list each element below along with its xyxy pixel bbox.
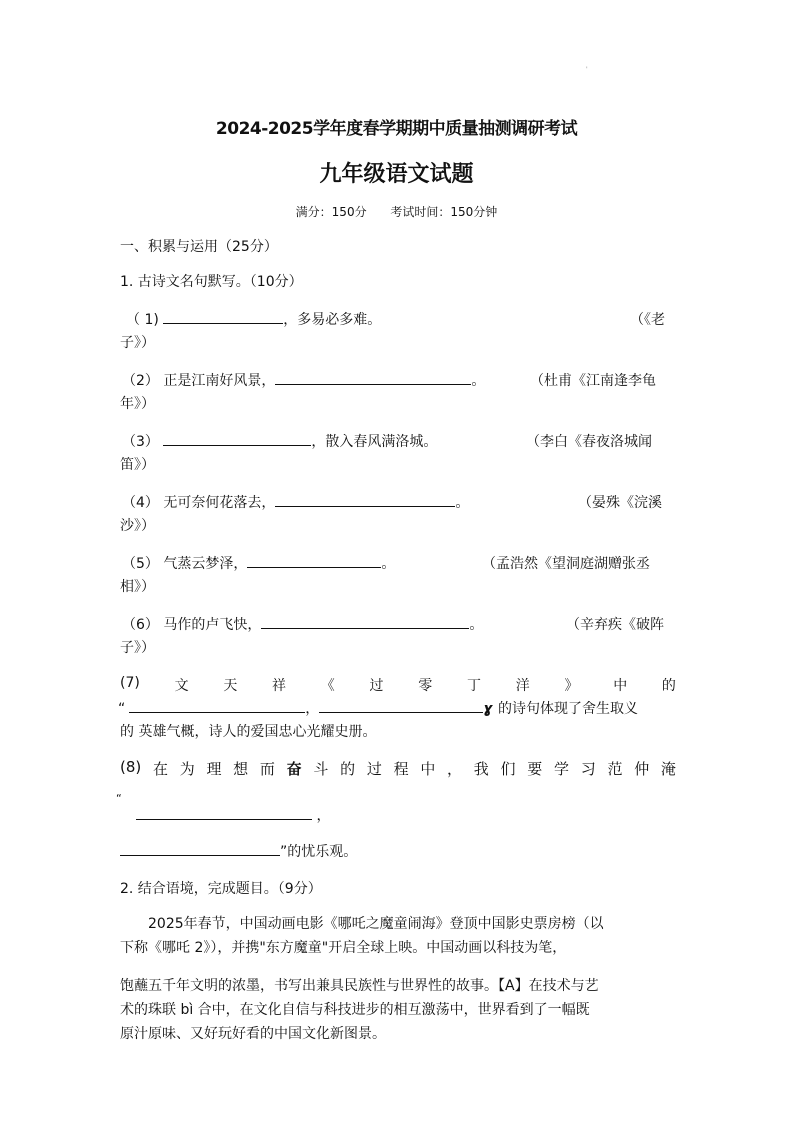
passage-line: 下称《哪吒 2》），并携"东方魔童"开启全球上映。中国动画以科技为笔，	[120, 940, 567, 956]
item-char: 丁	[466, 678, 481, 694]
answer-blank[interactable]	[163, 431, 311, 446]
item-number: (8)	[120, 758, 142, 776]
item-source: （晏殊《浣溪	[578, 495, 662, 511]
q1-item-2	[122, 370, 485, 390]
open-quote: “	[118, 701, 126, 717]
answer-blank[interactable]	[129, 698, 305, 713]
item-char: 范	[607, 760, 623, 778]
item-char: 的	[340, 760, 356, 778]
q1-item-8-line-3	[120, 841, 357, 861]
item-char: 仲	[634, 760, 650, 778]
item-number: （5）	[122, 556, 159, 572]
corner-mark: '	[586, 66, 588, 73]
item-number: （3）	[122, 434, 159, 450]
item-char: ，	[447, 760, 463, 778]
item-char: 习	[580, 760, 596, 778]
item-number: （4）	[122, 495, 159, 511]
item-char: 天	[223, 678, 238, 694]
question-1-stem: 1. 古诗文名句默写。（10分）	[120, 274, 303, 290]
q1-item-8-line-1	[120, 758, 676, 779]
item-char: 为	[179, 760, 195, 778]
q1-item-6	[122, 614, 483, 634]
item-number: （2）	[122, 373, 159, 389]
item-char: 斗	[313, 760, 329, 778]
passage-line: 2025年春节，中国动画电影《哪吒之魔童闹海》登顶中国影史票房榜（以	[148, 916, 604, 932]
item-char: 想	[233, 760, 249, 778]
q1-item-4	[122, 492, 469, 512]
q1-item-3	[122, 431, 437, 451]
item-char: 洋	[515, 678, 530, 694]
item-char: 零	[418, 678, 433, 694]
q1-item-1	[126, 309, 381, 329]
item-char: 我	[473, 760, 489, 778]
item-char: 而	[259, 760, 275, 778]
item-number: （6）	[122, 617, 159, 633]
comma: ，	[305, 701, 320, 717]
exam-title: 2024-2025学年度春学期期中质量抽测调研考试	[215, 119, 578, 139]
item-number: (7)	[120, 675, 140, 691]
item-source-cont: 子》）	[120, 335, 155, 351]
item-char: 要	[527, 760, 543, 778]
item-source-cont: 沙》）	[120, 518, 155, 534]
item-source-cont: 年》）	[120, 396, 155, 412]
open-quote: “	[116, 792, 122, 805]
item-char: 程	[393, 760, 409, 778]
item-char: 的	[661, 678, 676, 694]
passage-line: 饱蘸五千年文明的浓墨，书写出兼具民族性与世界性的故事。【A】在技术与艺	[120, 978, 599, 994]
item-char: 中	[613, 678, 628, 694]
item-char: 祥	[272, 678, 287, 694]
item-source-cont: 子》）	[120, 640, 155, 656]
paper-title: 九年级语文试题	[319, 162, 474, 187]
answer-blank[interactable]	[275, 370, 471, 385]
item-text: 马作的卢飞快，	[163, 617, 262, 633]
exam-meta	[0, 203, 793, 220]
item-text: 无可奈何花落去，	[163, 495, 276, 511]
item-text: ，多易必多难。	[283, 312, 382, 328]
item-text: 的诗句体现了舍生取义	[498, 701, 639, 717]
item-text: ”的忧乐观。	[280, 844, 358, 860]
answer-blank[interactable]	[261, 614, 469, 629]
item-text: 。	[471, 373, 486, 389]
q1-item-7-line-3: 的 英雄气概，诗人的爱国忠心光耀史册。	[120, 724, 377, 740]
item-source: （杜甫《江南逢李龟	[530, 373, 656, 389]
item-char: 过	[369, 678, 384, 694]
item-char: 在	[152, 760, 168, 778]
item-text: 。	[455, 495, 470, 511]
item-source: （《老	[630, 312, 665, 328]
answer-blank[interactable]	[163, 309, 283, 324]
passage-line: 原汁原味、又好玩好看的中国文化新图景。	[120, 1026, 386, 1042]
item-source-cont: 笛》）	[120, 457, 155, 473]
q1-item-8-line-2	[136, 805, 330, 825]
item-text: 。	[469, 617, 484, 633]
item-source-cont: 相》）	[120, 579, 155, 595]
item-source: （孟浩然《望洞庭湖赠张丞	[482, 556, 650, 572]
item-text: 气蒸云梦泽，	[163, 556, 248, 572]
item-char: 们	[500, 760, 516, 778]
item-char: 《	[320, 678, 335, 694]
section-heading: 一、积累与运用（25分）	[120, 239, 278, 255]
exam-time: 考试时间：150分钟	[390, 205, 498, 219]
item-char: 过	[366, 760, 382, 778]
mark: ɣ	[483, 701, 494, 717]
item-char: 理	[206, 760, 222, 778]
answer-blank[interactable]	[247, 553, 381, 568]
answer-blank[interactable]	[275, 492, 455, 507]
q1-item-7-line-2	[118, 698, 638, 718]
q1-item-7-line-1	[120, 675, 676, 695]
item-char: 奋	[286, 760, 302, 778]
item-text: ，散入春风满洛城。	[311, 434, 438, 450]
item-char: 》	[564, 678, 579, 694]
item-char: 淹	[660, 760, 676, 778]
item-text: 。	[381, 556, 396, 572]
answer-blank[interactable]	[136, 805, 312, 820]
answer-blank[interactable]	[120, 841, 280, 856]
item-source: （李白《春夜洛城闻	[526, 434, 652, 450]
item-text: 正是江南好风景，	[163, 373, 276, 389]
question-2-stem: 2. 结合语境，完成题目。（9分）	[120, 881, 322, 897]
full-score: 满分：150分	[295, 205, 367, 219]
comma: ，	[316, 808, 331, 824]
passage-line: 术的珠联 bì 合中，在文化自信与科技进步的相互激荡中，世界看到了一幅既	[120, 1002, 590, 1018]
item-number: （ 1)	[126, 312, 159, 328]
item-char: 学	[553, 760, 569, 778]
q1-item-5	[122, 553, 395, 573]
item-source: （辛弃疾《破阵	[566, 617, 664, 633]
item-char: 文	[174, 678, 189, 694]
answer-blank[interactable]	[319, 698, 483, 713]
item-char: 中	[420, 760, 436, 778]
